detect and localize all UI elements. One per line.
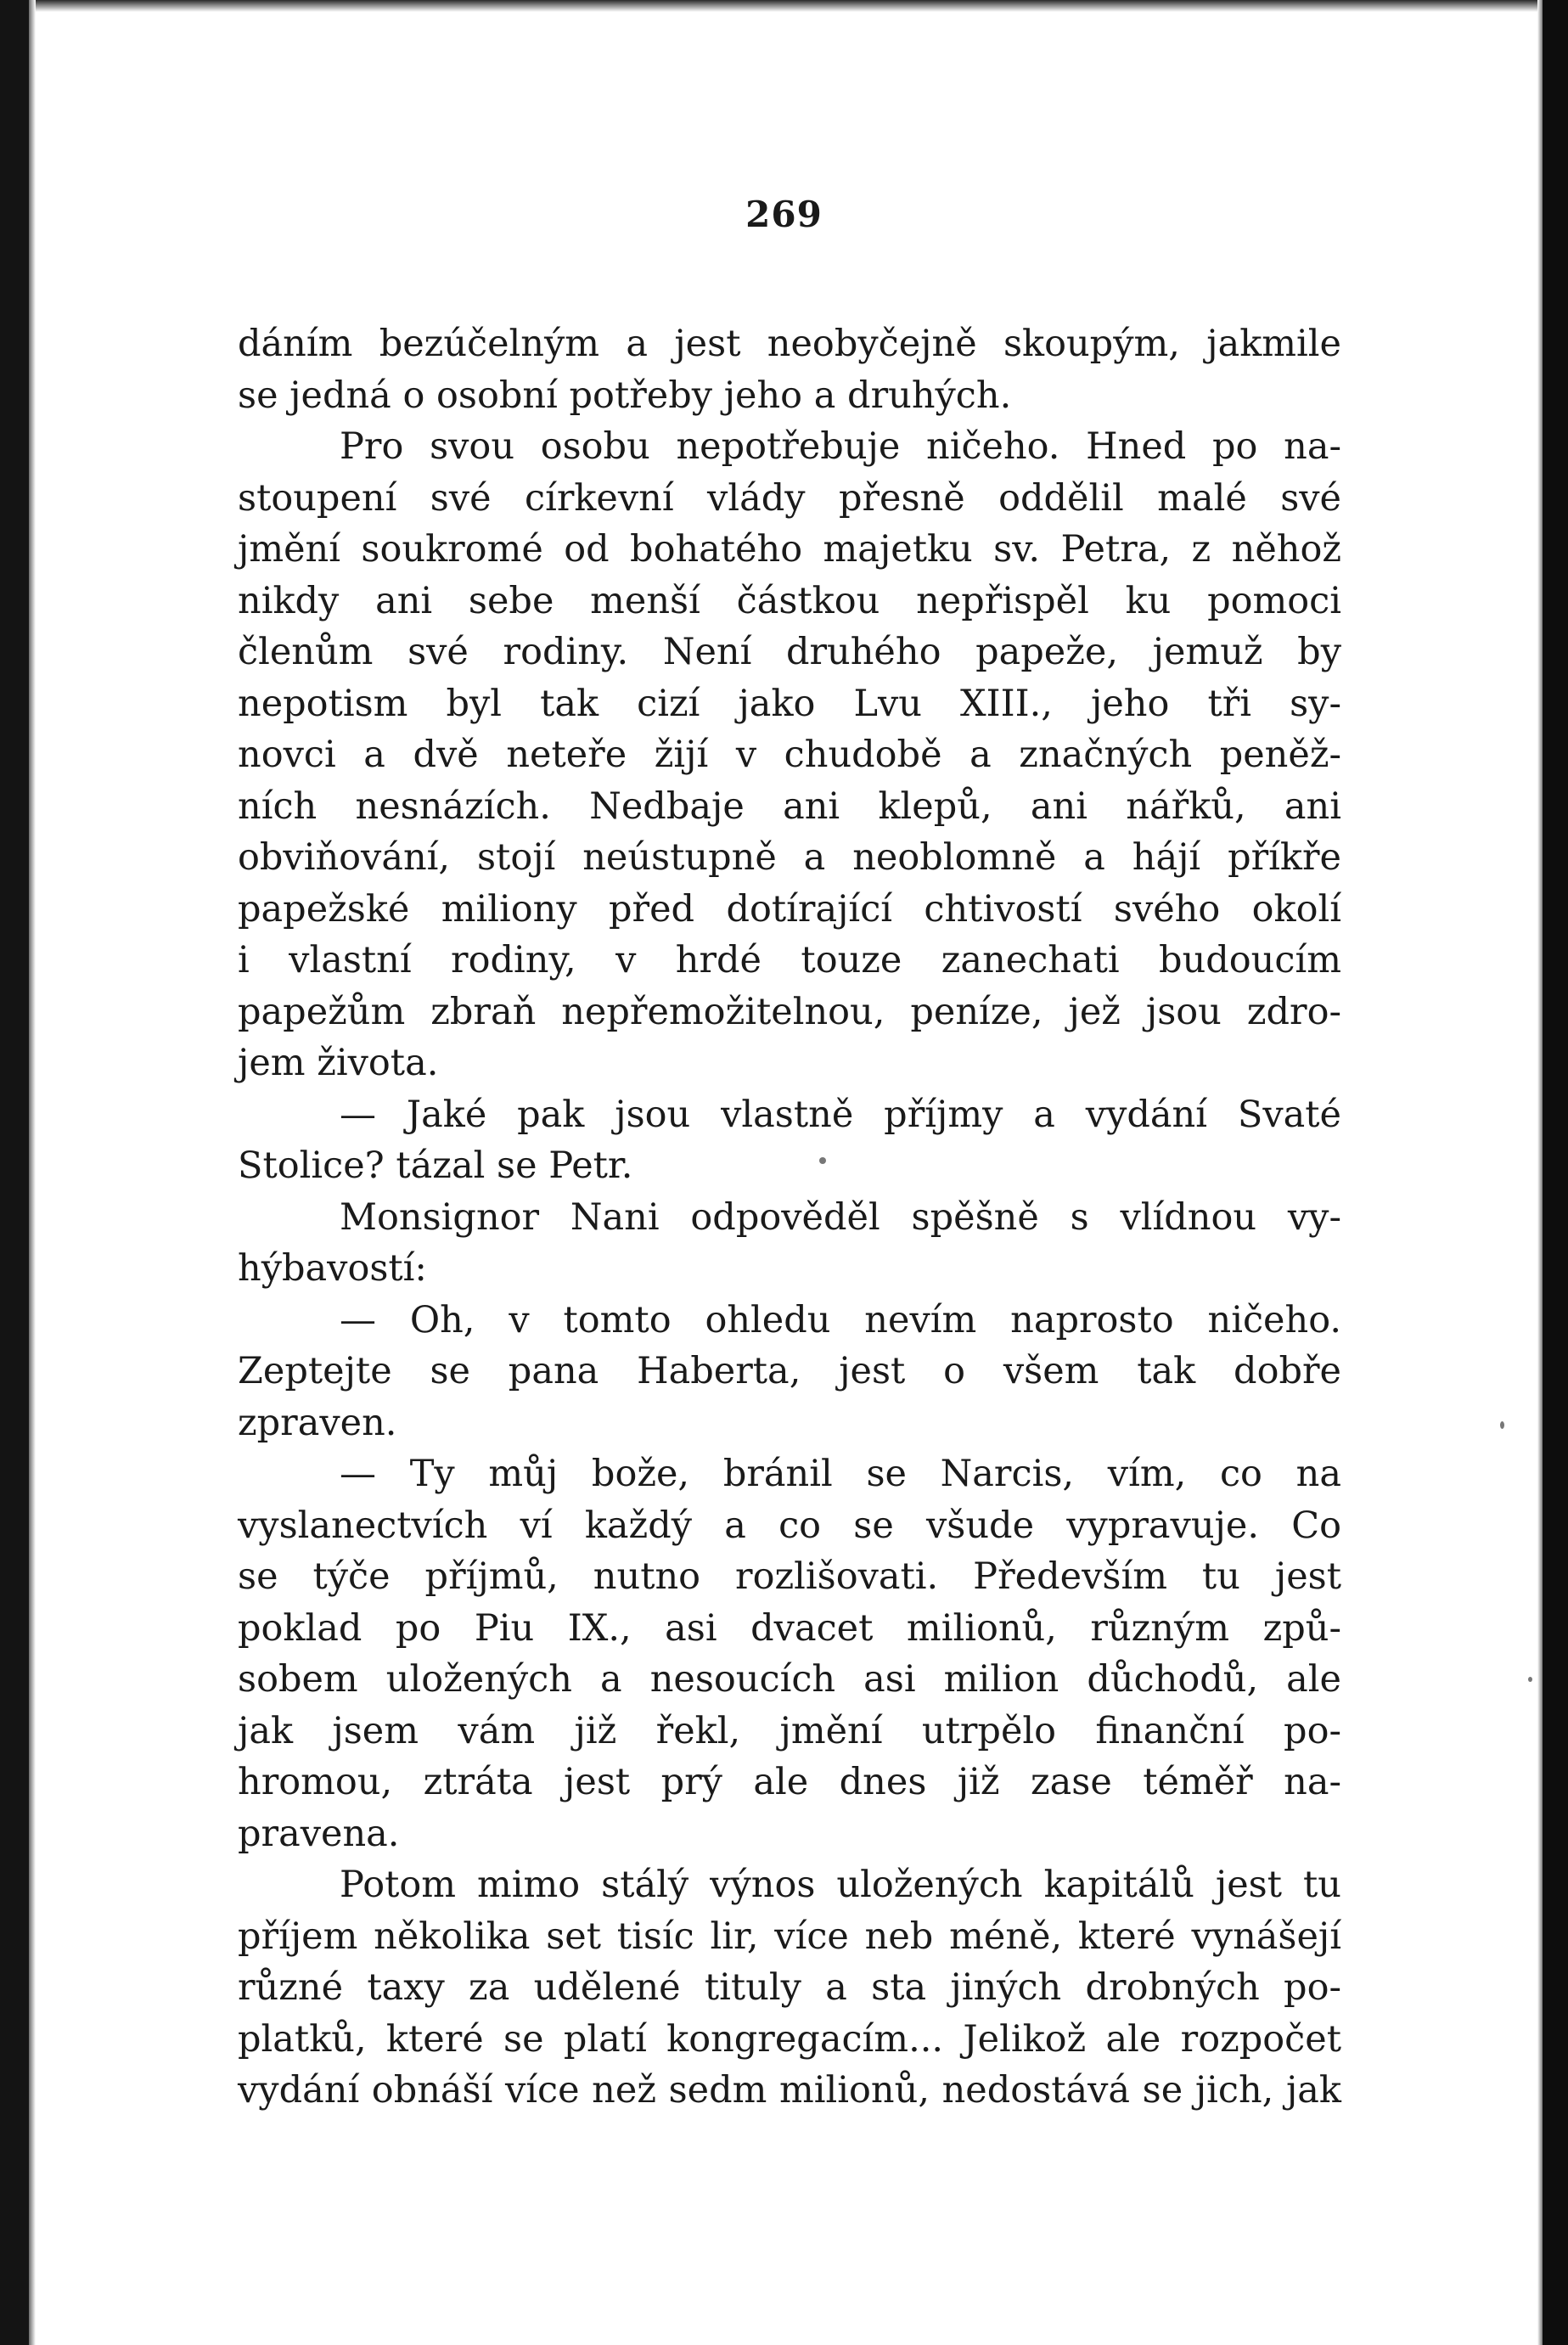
text-line: novci a dvě neteře žijí v chudobě a značných peněž-	[238, 734, 1341, 776]
text-line: papežské miliony před dotírající chtivostí svého okolí	[238, 887, 1341, 931]
text-line: vyslanectvích ví každý a co se všude vypravuje. Co	[238, 1504, 1341, 1547]
text-line: ních nesnázích. Nedbaje ani klepů, ani nářků, ani	[238, 784, 1341, 828]
text-line: i vlastní rodiny, v hrdé touze zanechati budoucím	[238, 939, 1341, 981]
text-line: obviňování, stojí neústupně a neoblomně a hájí příkře	[238, 836, 1341, 879]
text-line: příjem několika set tisíc lir, více neb méně, které vynášejí	[238, 1915, 1341, 1958]
text-line: hýbavostí:	[238, 1247, 427, 1290]
text-line: — Ty můj bože, bránil se Narcis, vím, co na	[340, 1453, 1341, 1495]
text-line: zpraven.	[238, 1401, 397, 1444]
text-line: Monsignor Nani odpověděl spěšně s vlídnou vy-	[340, 1195, 1341, 1239]
text-line: členům své rodiny. Není druhého papeže, jemuž by	[238, 631, 1341, 673]
text-line: — Oh, v tomto ohledu nevím naprosto ničeho.	[340, 1298, 1341, 1341]
text-line: Potom mimo stálý výnos uložených kapitálů jest tu	[340, 1864, 1341, 1906]
text-line: se jedná o osobní potřeby jeho a druhých.	[238, 374, 1012, 417]
text-line: poklad po Piu IX., asi dvacet milionů, různým způ-	[238, 1606, 1341, 1650]
scan-speck	[1528, 1677, 1532, 1682]
text-line: — Jaké pak jsou vlastně příjmy a vydání Svaté	[340, 1093, 1341, 1136]
text-line: sobem uložených a nesoucích asi milion důchodů, ale	[238, 1658, 1341, 1701]
text-line: papežům zbraň nepřemožitelnou, peníze, jež jsou zdro-	[238, 990, 1341, 1033]
text-line: vydání obnáší více než sedm milionů, nedostává se jich, jak	[238, 2069, 1341, 2112]
text-line: se týče příjmů, nutno rozlišovati. Především tu jest	[238, 1555, 1341, 1598]
text-line: dáním bezúčelným a jest neobyčejně skoupým, jakmile	[238, 323, 1341, 365]
text-line: jak jsem vám již řekl, jmění utrpělo finanční po-	[238, 1709, 1341, 1752]
text-line: Pro svou osobu nepotřebuje ničeho. Hned po na-	[340, 425, 1341, 468]
text-line: stoupení své církevní vlády přesně oddělil malé své	[238, 476, 1341, 520]
text-line: Zeptejte se pana Haberta, jest o všem tak dobře	[238, 1350, 1341, 1392]
text-line: hromou, ztráta jest prý ale dnes již zase téměř na-	[238, 1761, 1341, 1803]
text-line: jem života.	[238, 1042, 439, 1084]
text-line: jmění soukromé od bohatého majetku sv. Petra, z něhož	[238, 528, 1341, 571]
text-line: pravena.	[238, 1812, 400, 1855]
page-number: 269	[745, 194, 823, 235]
text-line: platků, které se platí kongregacím... Jelikož ale rozpočet	[238, 2017, 1341, 2061]
scan-speck	[819, 1157, 826, 1164]
body-text	[238, 318, 1341, 2117]
scan-speck	[1500, 1421, 1504, 1429]
text-line: různé taxy za udělené tituly a sta jiných drobných po-	[238, 1966, 1341, 2009]
text-line: nikdy ani sebe menší částkou nepřispěl ku pomoci	[238, 579, 1341, 622]
text-line: nepotism byl tak cizí jako Lvu XIII., jeho tři sy-	[238, 682, 1341, 725]
text-line: Stolice? tázal se Petr.	[238, 1144, 633, 1187]
